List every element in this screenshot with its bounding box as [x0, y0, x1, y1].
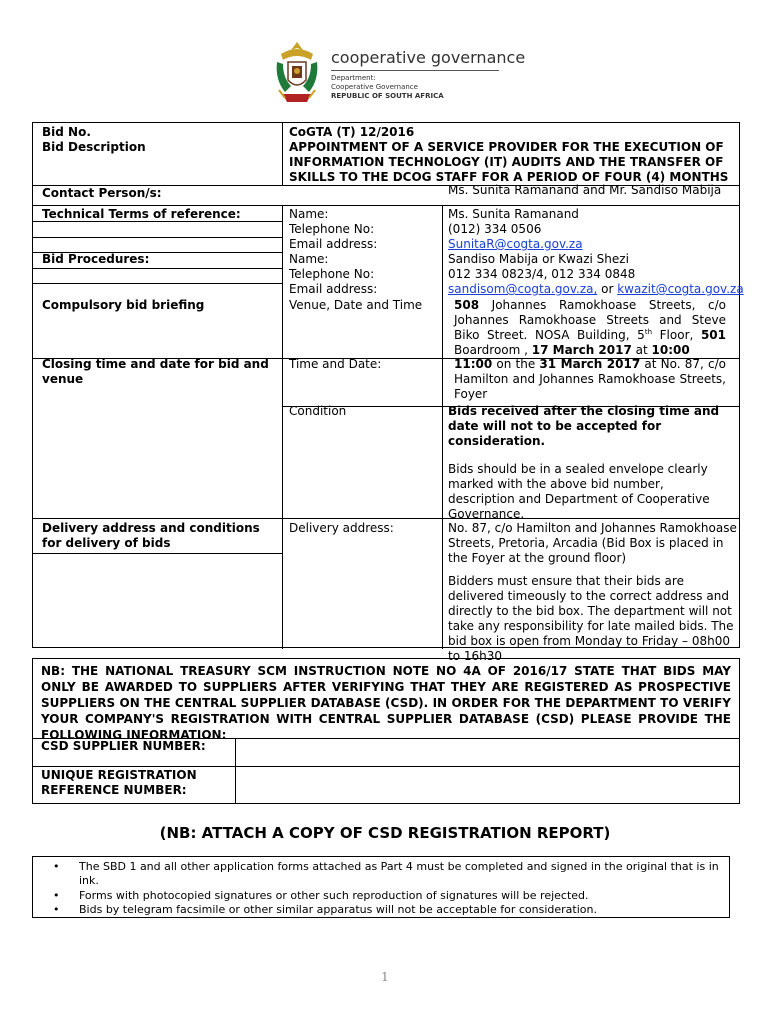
table-divider [33, 237, 282, 238]
bid-no-label: Bid No. [42, 125, 91, 139]
table-divider [282, 123, 283, 185]
bid-description-value: APPOINTMENT OF A SERVICE PROVIDER FOR THE EXECUTION OF INFORMATION TECHNOLOGY (IT) AUDITS AND THE TRANSFER OF SKILLS TO THE DCOG STAFF FOR A PERIOD OF FOUR (4) MONTHS [289, 140, 729, 184]
venue-text: Boardroom , [454, 343, 532, 357]
csd-supplier-number-label: CSD SUPPLIER NUMBER: [41, 739, 206, 753]
dept-line: Department: [331, 74, 376, 82]
list-item: Forms with photocopied signatures or other such reproduction of signatures will be rejected. [79, 889, 589, 902]
org-title: cooperative governance [331, 48, 526, 67]
table-divider [33, 283, 282, 284]
procedures-contact-emails [448, 282, 744, 297]
procedures-email-link[interactable]: sandisom@cogta.gov.za, [448, 282, 598, 296]
csd-information-box [32, 658, 740, 804]
briefing-date: 17 March 2017 [531, 343, 632, 357]
tech-contact-email-link[interactable]: SunitaR@cogta.gov.za [448, 237, 583, 251]
venue-text: Floor, [652, 328, 701, 342]
table-divider [33, 553, 282, 554]
unique-registration-field[interactable] [243, 769, 733, 801]
compulsory-briefing-label: Compulsory bid briefing [42, 298, 205, 312]
name-label: Name: [289, 207, 329, 221]
csd-instruction-note: NB: THE NATIONAL TREASURY SCM INSTRUCTION NOTE NO 4A OF 2016/17 STATE THAT BIDS MAY ONLY BE AWARDED TO SUPPLIERS AFTER VERIFYING THAT THEY ARE REGISTERED AS PROSPECTIVE SUPPLIERS ON THE CENTRAL SUPPLIER DATABASE (CSD). IN ORDER FOR THE DEPARTMENT TO VERIFY YOUR COMPANY'S REGISTRATION WITH CENTRAL SUPPLIER DATABASE (CSD) PLEASE PROVIDE THE FOLLOWING INFORMATION: [41, 664, 731, 742]
closing-label: Closing time and date for bid and venue [42, 357, 269, 386]
delivery-conditions-text: Bidders must ensure that their bids are delivered timeously to the correct address and directly to the bid box. The department will not take any responsibility for late mailed bids. The bid box is open from Monday to Friday – 08h00 to 16h30 [448, 574, 734, 663]
email-label: Email address: [289, 282, 378, 296]
attach-csd-report-note: (NB: ATTACH A COPY OF CSD REGISTRATION REPORT) [159, 824, 611, 842]
contact-label: Contact Person/s: [42, 186, 162, 200]
closing-text: at No. 87, c/o Hamilton and Johannes Ramokhoase Streets, Foyer [454, 357, 726, 401]
dept-line: REPUBLIC OF SOUTH AFRICA [331, 92, 444, 100]
condition-text: Bids should be in a sealed envelope clearly marked with the above bid number, description and Department of Cooperative Governance. [448, 462, 710, 521]
briefing-venue-value [454, 298, 726, 358]
venue-text: at [631, 343, 652, 357]
list-item: Bids by telegram facsimile or other similar apparatus will not be acceptable for consideration. [79, 903, 597, 916]
bid-details-table [32, 122, 744, 663]
venue-number: 508 [454, 298, 480, 312]
dept-line: Cooperative Governance [331, 83, 418, 91]
bid-description-label: Bid Description [42, 140, 146, 154]
name-label: Name: [289, 252, 329, 266]
table-divider [33, 205, 739, 206]
tech-contact-name: Ms. Sunita Ramanand [448, 207, 579, 221]
submission-notes [32, 856, 730, 918]
delivery-label: Delivery address and conditions for delivery of bids [42, 521, 260, 550]
table-divider [442, 205, 443, 649]
csd-supplier-number-field[interactable] [243, 741, 733, 763]
delivery-address-label: Delivery address: [289, 521, 394, 535]
venue-superscript: th [644, 328, 653, 336]
technical-terms-label: Technical Terms of reference: [42, 207, 241, 221]
venue-label: Venue, Date and Time [289, 298, 423, 312]
page-number: 1 [381, 970, 389, 984]
email-label: Email address: [289, 237, 378, 251]
telephone-label: Telephone No: [289, 222, 375, 236]
condition-label: Condition [289, 404, 347, 418]
table-divider [235, 738, 236, 804]
bid-no-value: CoGTA (T) 12/2016 [289, 125, 415, 139]
procedures-contact-name: Sandiso Mabija or Kwazi Shezi [448, 252, 629, 266]
bullet-icon: • [53, 860, 60, 873]
time-date-label: Time and Date: [289, 357, 382, 371]
condition-warning: Bids received after the closing time and date will not to be accepted for consideration. [448, 404, 720, 448]
closing-value [454, 357, 726, 402]
table-divider [282, 205, 283, 649]
table-divider [33, 766, 739, 767]
briefing-time: 10:00 [651, 343, 690, 357]
contact-value: Ms. Sunita Ramanand and Mr. Sandiso Mabija [448, 183, 722, 197]
header-rule [331, 70, 499, 71]
bid-procedures-label: Bid Procedures: [42, 252, 150, 266]
closing-time: 11:00 [454, 357, 493, 371]
unique-registration-label: UNIQUE REGISTRATION REFERENCE NUMBER: [41, 768, 197, 797]
department-logo [273, 40, 526, 110]
closing-date: 31 March 2017 [539, 357, 641, 371]
coat-of-arms-icon [273, 40, 321, 106]
email-separator: or [597, 282, 618, 296]
delivery-address-value: No. 87, c/o Hamilton and Johannes Ramokhoase Streets, Pretoria, Arcadia (Bid Box is placed in the Foyer at the ground floor) [448, 521, 737, 565]
bullet-icon: • [53, 889, 60, 902]
procedures-contact-telephone: 012 334 0823/4, 012 334 0848 [448, 267, 636, 281]
procedures-email-link[interactable]: kwazit@cogta.gov.za [617, 282, 744, 296]
list-item: The SBD 1 and all other application forms attached as Part 4 must be completed and signed in the original that is in ink. [79, 860, 719, 887]
venue-text: Johannes Ramokhoase Streets, c/o Johannes Ramokhoase Streets and Steve Biko Street. NOSA Building, 5 [454, 298, 726, 342]
telephone-label: Telephone No: [289, 267, 375, 281]
closing-text: on the [492, 357, 540, 371]
venue-floor-number: 501 [700, 328, 726, 342]
bullet-icon: • [53, 903, 60, 916]
tech-contact-telephone: (012) 334 0506 [448, 222, 542, 236]
table-divider [33, 268, 282, 269]
